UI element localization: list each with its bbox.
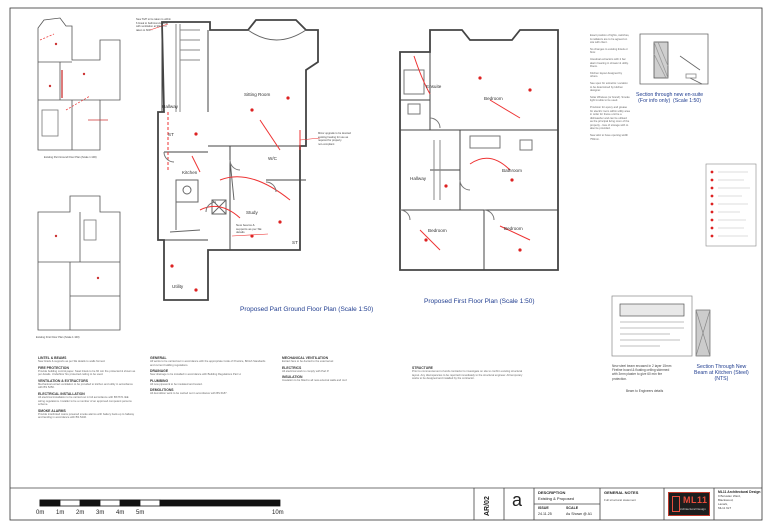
room-st-1: ST — [168, 132, 174, 137]
right-note: Intestinal extractors with 2 bar alarm bearing in shower & utility. Room. — [590, 57, 629, 69]
existing-plan-first — [38, 196, 120, 330]
description-value: Existing & Proposed — [538, 496, 575, 501]
beam-section — [612, 296, 710, 356]
general-text: All electrical work to comply with Part P. — [282, 369, 330, 373]
legend — [706, 164, 756, 246]
general-notes-column — [150, 354, 270, 396]
general-heading: DEMOLITIONS — [150, 388, 174, 393]
beam-ref: Beam to Engineers details — [626, 389, 664, 393]
scale-value: As Shown @ A1 — [566, 512, 593, 516]
structural-text: Prior to commencement of work contractor to investigate on site to confirm existing structural layout. Any discrepancies to be reported immediately to the structural engineer. All temporary works to be designed and installed by the contractor. — [412, 370, 523, 381]
beam-note: New steel beam encased in 2 layer 15mm Fireline board & floating ceiling skimmed with 3mm plaster to give 60 min fire protection. — [612, 364, 672, 381]
spec-heading: SMOKE ALARMS — [38, 408, 66, 413]
structural-heading: STRUCTURE — [412, 366, 433, 370]
scale-label: SCALE — [566, 506, 579, 510]
right-notes — [590, 34, 630, 141]
scale-label-0: 0m — [36, 510, 45, 516]
scale-label-3: 3m — [96, 510, 105, 516]
general-text: All works to be carried out in accordance with the appropriate Code of Practice, British Standards and current building regulations. — [150, 360, 266, 367]
company-name: ML11 Architectural Design — [718, 490, 761, 494]
scale-label-4: 4m — [116, 510, 125, 516]
general-heading: INSULATION — [282, 375, 303, 380]
scale-label-1: 1m — [56, 510, 65, 516]
address-line: Blackwood, — [718, 498, 734, 502]
existing-plan-top — [38, 18, 120, 150]
right-note: Exact position of lights, switches, & radiators are to be agreed on site with client. — [590, 34, 630, 45]
right-note: See spec for extractor. Location to be determined by kitchen designer. — [590, 81, 628, 93]
revision-letter: a — [512, 490, 523, 510]
general-notes-value: Full structural statement — [604, 498, 637, 502]
spec-text: New lintels & supports as per SE details to walls formed. — [38, 360, 106, 363]
logo-text: ML11 — [683, 495, 708, 505]
upgrade-note: Minor upgrade to be deviced existing heating for use as required for property non-compliant — [318, 132, 351, 146]
spec-text: All electrical installation to be carried out in full accordance with BS7671 IEE wiring regulations. Installer to be a member of an approved competent persons scheme. — [38, 395, 132, 407]
address-line: 9 Boluslan Ward, — [718, 494, 741, 498]
right-note: No changes to existing lintels or floor. — [590, 47, 628, 55]
room-study: Study — [246, 210, 258, 215]
logo-subtext: Architectural Design — [679, 507, 706, 511]
general-heading: PLUMBING — [150, 378, 169, 383]
room-utility: Utility — [172, 284, 184, 289]
right-note: Solar Wireless (or brand). Smoke light trouble to be used. — [590, 95, 630, 103]
scale-bar — [40, 500, 280, 506]
room-kitchen: Kitchen — [182, 170, 198, 175]
scale-label-2: 2m — [76, 510, 85, 516]
address-line: ML11 9LT — [718, 506, 732, 510]
description-label: DESCRIPTION — [538, 490, 566, 495]
scale-label-5: 5m — [136, 510, 145, 516]
general-heading: DRAINAGE — [150, 369, 169, 374]
issue-value: 24.11.25 — [538, 512, 552, 516]
room-bathroom: Bathroom — [502, 168, 522, 173]
right-note: Kitchen layout designed by others. — [590, 71, 623, 79]
room-ensuite: Ensuite — [426, 84, 442, 89]
room-hallway-ground: Hallway — [162, 104, 179, 109]
general-notes-column-2 — [282, 354, 382, 383]
right-note: Provision for epoxy and grease for electric room within utility area in order for frame unit be a dishwasher and can be utilised as the principal living room of the property - loss of storage with to also be provided. — [590, 105, 630, 131]
logo-mark — [672, 496, 680, 512]
general-heading: MECHANICAL VENTILATION — [282, 356, 329, 360]
spec-heading: LINTEL & BEAMS — [38, 356, 67, 360]
spec-heading: VENTILATION & EXTRACTORS — [38, 378, 88, 383]
svp-note: New SVP to be taken to within 6 lineal to bathroom/ensuite with ventilation at 90mm or taken to 600... — [136, 18, 171, 32]
section-beam-caption: Section Through New Beam at Kitchen (Steel) (NTS) — [694, 364, 749, 382]
general-text: All new pipework to be insulated and tested. — [150, 382, 203, 386]
general-heading: GENERAL — [150, 356, 167, 360]
spec-text: Provide building control paper. Steel lintels to be 60 min fire protected & shown as per details. Underfloor fire protected ceiling to be used. — [38, 369, 136, 377]
spec-notes-column — [38, 354, 136, 420]
general-text: New drainage to be installed in accordance with Building Regulations Part H. — [150, 373, 242, 377]
first-floor-plan — [400, 30, 558, 270]
section-ensuite-caption: Section through new en-suite (For info only) (Scale 1:50) — [636, 92, 704, 104]
spec-heading: FIRE PROTECTION — [38, 365, 69, 370]
ground-floor-caption: Proposed Part Ground Floor Plan (Scale 1:50) — [240, 306, 374, 313]
spec-heading: ELECTRICAL INSTALLATION — [38, 391, 85, 396]
existing-first-caption: Existing First Floor Plan (Scale 1:100) — [36, 336, 80, 339]
room-bedroom-br: Bedroom — [504, 226, 523, 231]
spec-text: Mechanical extract ventilation to be provided to kitchen and utility in accordance with BS 5250. — [38, 382, 133, 390]
general-text: All demolition work to be carried out in accordance with BS 6187. — [150, 392, 228, 396]
general-notes-label: GENERAL NOTES — [604, 490, 639, 495]
first-floor-caption: Proposed First Floor Plan (Scale 1:50) — [424, 298, 535, 305]
spec-text: Provide interlinked mains powered smoke alarms with battery back-up to hallway and landing in accordance with BS 5446. — [38, 412, 135, 420]
address-line: Lanark, — [718, 502, 729, 506]
room-sitting-room: Sitting Room — [244, 92, 271, 97]
company-logo — [668, 492, 710, 516]
structural-notes — [412, 364, 530, 381]
room-wc: W/C — [268, 156, 277, 161]
company-address-block — [718, 490, 760, 510]
issue-label: ISSUE — [538, 506, 549, 510]
beams-note: New beams & supports as per SE details — [236, 223, 262, 235]
general-heading: ELECTRICS — [282, 365, 302, 370]
existing-ground-caption: Existing Part Ground Floor Plan (Scale 1:100) — [44, 156, 97, 159]
scale-label-10: 10m — [272, 510, 284, 516]
general-text: Extract fans to be ducted to the external air. — [282, 360, 334, 363]
right-note: New attic to have opening width 750mm. — [590, 134, 628, 141]
general-text: Insulation to be fitted to all new external walls and roof. — [282, 379, 348, 383]
room-bedroom-bl: Bedroom — [428, 228, 447, 233]
ground-floor-plan — [150, 20, 320, 300]
section-ensuite — [640, 34, 708, 84]
drawing-number: AR/02 — [484, 496, 491, 516]
room-bedroom-top: Bedroom — [484, 96, 503, 101]
room-hallway-first: Hallway — [410, 176, 427, 181]
room-st-2: ST — [292, 240, 298, 245]
